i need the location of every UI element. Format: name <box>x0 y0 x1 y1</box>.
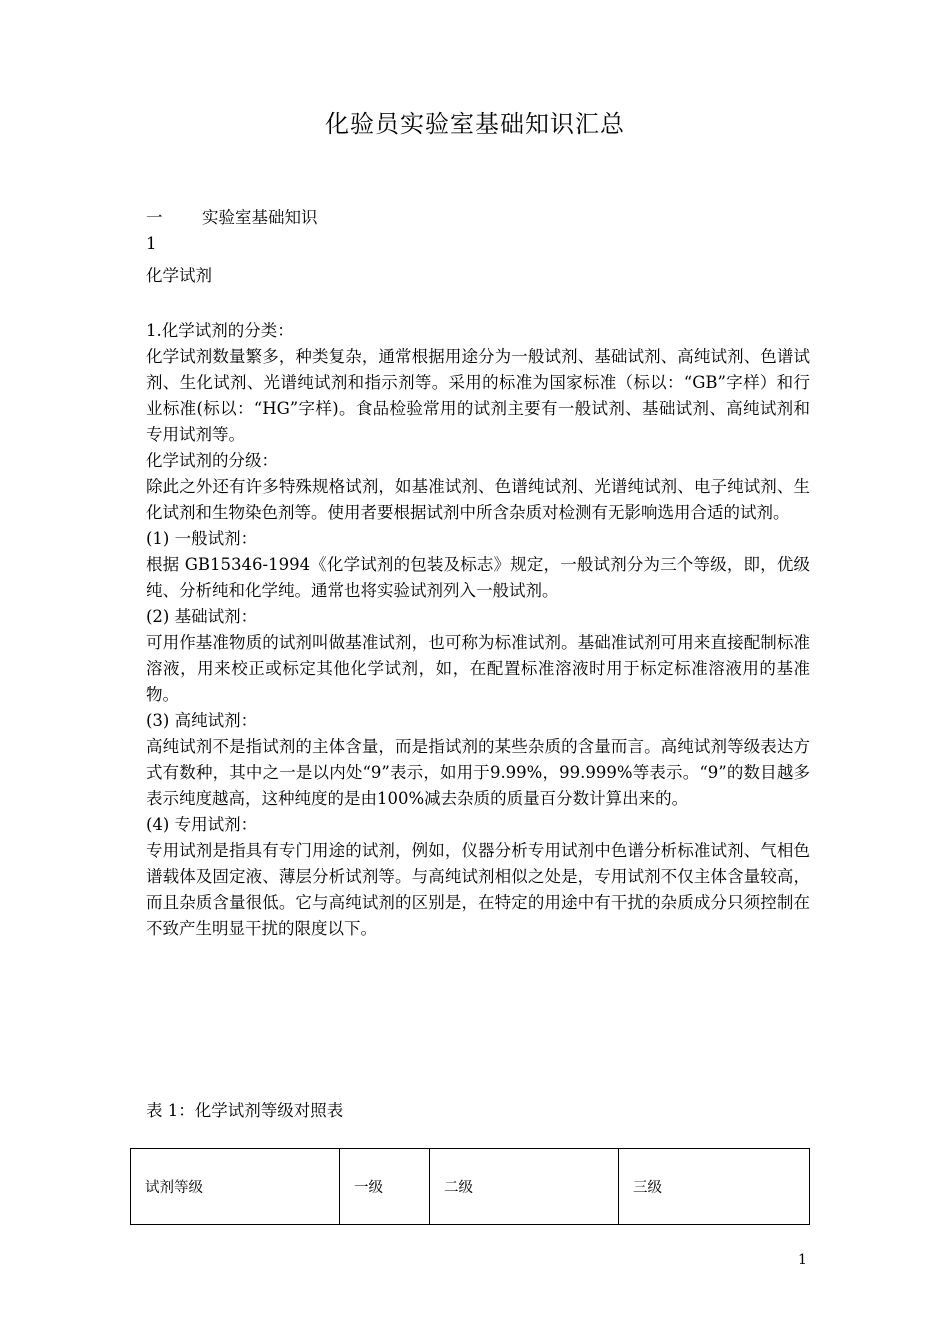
paragraph: 除此之外还有许多特殊规格试剂，如基准试剂、色谱纯试剂、光谱纯试剂、电子纯试剂、生化试剂和生物染色剂等。使用者要根据试剂中所含杂质对检测有无影响选用合适的试剂。 <box>146 477 810 522</box>
table-cell: 二级 <box>430 1149 619 1225</box>
table-row <box>131 1149 810 1225</box>
table-caption: 表 1：化学试剂等级对照表 <box>146 1101 344 1120</box>
paragraph-heading-high-purity: (3) 高纯试剂： <box>146 711 258 730</box>
paragraph-heading-special: (4) 专用试剂： <box>146 815 258 834</box>
document-title: 化验员实验室基础知识汇总 <box>325 110 625 138</box>
page-number: 1 <box>798 1252 807 1268</box>
section-number: 一 <box>146 208 163 227</box>
section-heading <box>146 204 318 228</box>
paragraph-heading-basic: (2) 基础试剂： <box>146 607 258 626</box>
paragraph-classification-heading: 1.化学试剂的分类： <box>146 321 294 340</box>
reagent-grade-table <box>130 1148 810 1225</box>
table-cell: 试剂等级 <box>131 1149 340 1225</box>
table-cell: 一级 <box>340 1149 430 1225</box>
subsection-number: 1 <box>146 234 157 253</box>
paragraph-heading-general: (1) 一般试剂： <box>146 529 258 548</box>
paragraph: 可用作基准物质的试剂叫做基准试剂，也可称为标准试剂。基础准试剂可用来直接配制标准溶液，用来校正或标定其他化学试剂，如，在配置标准溶液时用于标定标准溶液用的基准物。 <box>146 633 810 704</box>
section-title: 实验室基础知识 <box>202 208 318 227</box>
table-cell: 三级 <box>619 1149 810 1225</box>
paragraph: 专用试剂是指具有专门用途的试剂，例如，仪器分析专用试剂中色谱分析标准试剂、气相色谱载体及固定液、薄层分析试剂等。与高纯试剂相似之处是，专用试剂不仅主体含量较高，而且杂质含量很低。它与高纯试剂的区别是，在特定的用途中有干扰的杂质成分只须控制在不致产生明显干扰的限度以下。 <box>146 841 810 938</box>
body-text <box>146 318 810 942</box>
paragraph: 根据 GB15346-1994《化学试剂的包装及标志》规定，一般试剂分为三个等级，即，优级纯、分析纯和化学纯。通常也将实验试剂列入一般试剂。 <box>146 555 810 600</box>
subsection-title: 化学试剂 <box>146 266 212 285</box>
paragraph: 高纯试剂不是指试剂的主体含量，而是指试剂的某些杂质的含量而言。高纯试剂等级表达方式有数种，其中之一是以内处“9”表示，如用于9.99%，99.999%等表示。“9”的数目越多表示纯度越高，这种纯度的是由100%减去杂质的质量百分数计算出来的。 <box>146 737 810 808</box>
paragraph: 化学试剂数量繁多，种类复杂，通常根据用途分为一般试剂、基础试剂、高纯试剂、色谱试剂、生化试剂、光谱纯试剂和指示剂等。采用的标准为国家标准（标以：“GB”字样）和行业标准(标以：“HG”字样)。食品检验常用的试剂主要有一般试剂、基础试剂、高纯试剂和专用试剂等。 <box>146 347 810 444</box>
paragraph-grading-heading: 化学试剂的分级： <box>146 451 278 470</box>
